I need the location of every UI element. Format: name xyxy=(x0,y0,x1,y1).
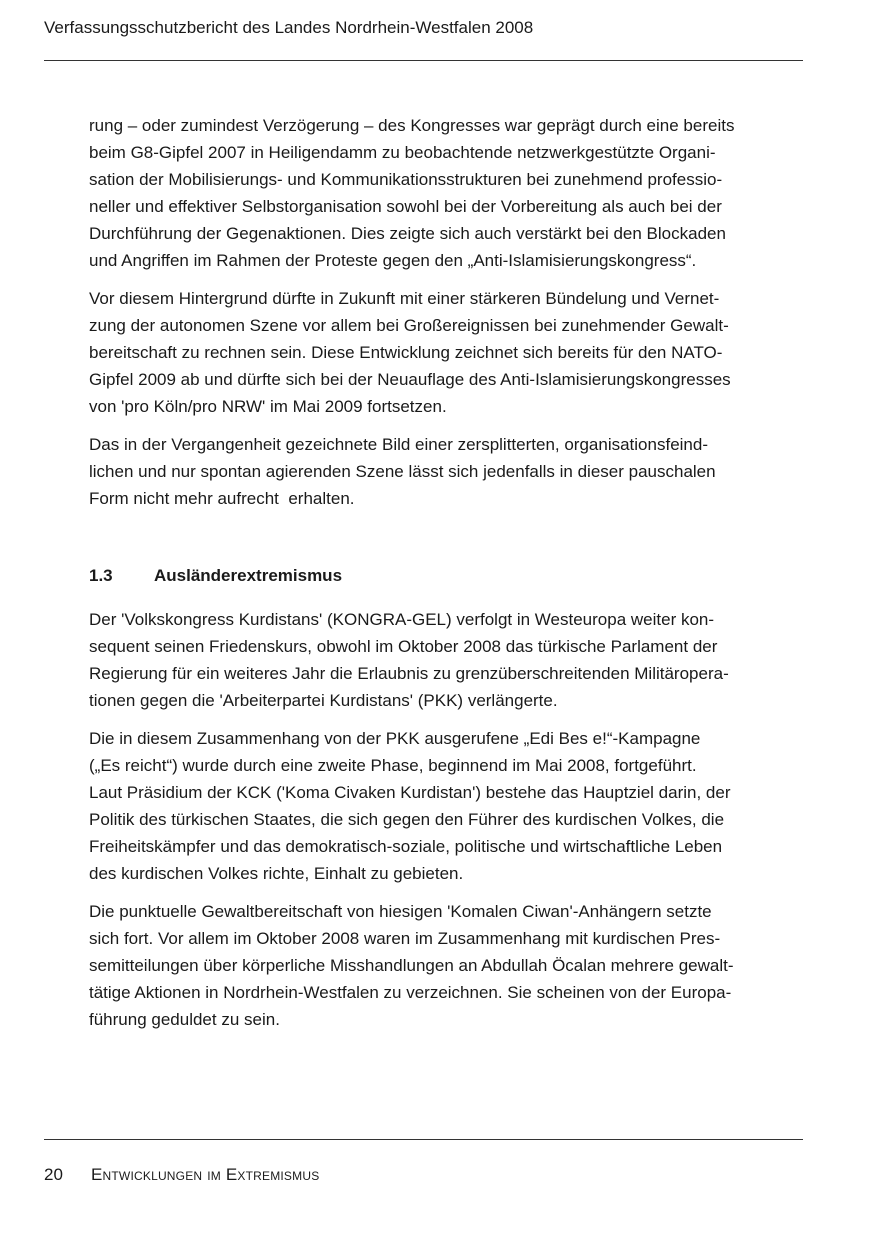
text-line: zung der autonomen Szene vor allem bei Großereignissen bei zunehmender Gewalt- xyxy=(89,316,729,335)
text-line: Die in diesem Zusammenhang von der PKK ausgerufene „Edi Bes e!“-Kampagne xyxy=(89,729,701,748)
running-header: Verfassungsschutzbericht des Landes Nordrhein-Westfalen 2008 xyxy=(44,18,534,37)
running-footer xyxy=(44,1164,319,1186)
header-rule xyxy=(44,60,803,61)
text-line: sequent seinen Friedenskurs, obwohl im Oktober 2008 das türkische Parlament der xyxy=(89,637,718,656)
footer-title: Entwicklungen im Extremismus xyxy=(91,1165,320,1184)
text-line: von 'pro Köln/pro NRW' im Mai 2009 fortsetzen. xyxy=(89,397,447,416)
text-line: lichen und nur spontan agierenden Szene lässt sich jedenfalls in dieser pauschalen xyxy=(89,462,716,481)
text-line: beim G8-Gipfel 2007 in Heiligendamm zu beobachtende netzwerkgestützte Organi- xyxy=(89,143,716,162)
body-text-after xyxy=(89,606,803,1033)
text-line: Die punktuelle Gewaltbereitschaft von hiesigen 'Komalen Ciwan'-Anhängern setzte xyxy=(89,902,712,921)
text-line: sich fort. Vor allem im Oktober 2008 waren im Zusammenhang mit kurdischen Pres- xyxy=(89,929,721,948)
section-title: Ausländerextremismus xyxy=(154,566,343,585)
text-line: tionen gegen die 'Arbeiterpartei Kurdistans' (PKK) verlängerte. xyxy=(89,691,558,710)
paragraph-3 xyxy=(89,431,803,512)
text-line: Laut Präsidium der KCK ('Koma Civaken Kurdistan') bestehe das Hauptziel darin, der xyxy=(89,783,731,802)
text-line: rung – oder zumindest Verzögerung – des Kongresses war geprägt durch eine bereits xyxy=(89,116,735,135)
paragraph-6 xyxy=(89,898,803,1033)
text-line: tätige Aktionen in Nordrhein-Westfalen zu verzeichnen. Sie scheinen von der Europa- xyxy=(89,983,732,1002)
text-line: Gipfel 2009 ab und dürfte sich bei der Neuauflage des Anti-Islamisierungskongresses xyxy=(89,370,731,389)
text-line: Politik des türkischen Staates, die sich gegen den Führer des kurdischen Volkes, die xyxy=(89,810,725,829)
page-number: 20 xyxy=(44,1165,63,1184)
text-line: bereitschaft zu rechnen sein. Diese Entwicklung zeichnet sich bereits für den NATO- xyxy=(89,343,723,362)
text-line: Freiheitskämpfer und das demokratisch-soziale, politische und wirtschaftliche Leben xyxy=(89,837,723,856)
section-heading xyxy=(89,562,803,589)
text-line: Das in der Vergangenheit gezeichnete Bild einer zersplitterten, organisationsfeind- xyxy=(89,435,708,454)
paragraph-2 xyxy=(89,285,803,420)
footer-rule xyxy=(44,1139,803,1140)
text-line: des kurdischen Volkes richte, Einhalt zu gebieten. xyxy=(89,864,464,883)
text-line: Durchführung der Gegenaktionen. Dies zeigte sich auch verstärkt bei den Blockaden xyxy=(89,224,726,243)
text-line: Regierung für ein weiteres Jahr die Erlaubnis zu grenzüberschreitenden Militäropera- xyxy=(89,664,729,683)
text-line: neller und effektiver Selbstorganisation sowohl bei der Vorbereitung als auch bei der xyxy=(89,197,722,216)
text-line: Form nicht mehr aufrecht erhalten. xyxy=(89,489,355,508)
text-line: Vor diesem Hintergrund dürfte in Zukunft mit einer stärkeren Bündelung und Vernet- xyxy=(89,289,720,308)
text-line: Der 'Volkskongress Kurdistans' (KONGRA-GEL) verfolgt in Westeuropa weiter kon- xyxy=(89,610,715,629)
text-line: semitteilungen über körperliche Misshandlungen an Abdullah Öcalan mehrere gewalt- xyxy=(89,956,734,975)
text-line: führung geduldet zu sein. xyxy=(89,1010,280,1029)
paragraph-5 xyxy=(89,725,803,887)
text-line: und Angriffen im Rahmen der Proteste gegen den „Anti-Islamisierungskongress“. xyxy=(89,251,697,270)
paragraph-4 xyxy=(89,606,803,714)
section-number: 1.3 xyxy=(89,566,113,585)
body-text-before xyxy=(89,112,803,512)
text-line: sation der Mobilisierungs- und Kommunikationsstrukturen bei zunehmend professio- xyxy=(89,170,723,189)
text-line: („Es reicht“) wurde durch eine zweite Phase, beginnend im Mai 2008, fortgeführt. xyxy=(89,756,697,775)
paragraph-1 xyxy=(89,112,803,274)
